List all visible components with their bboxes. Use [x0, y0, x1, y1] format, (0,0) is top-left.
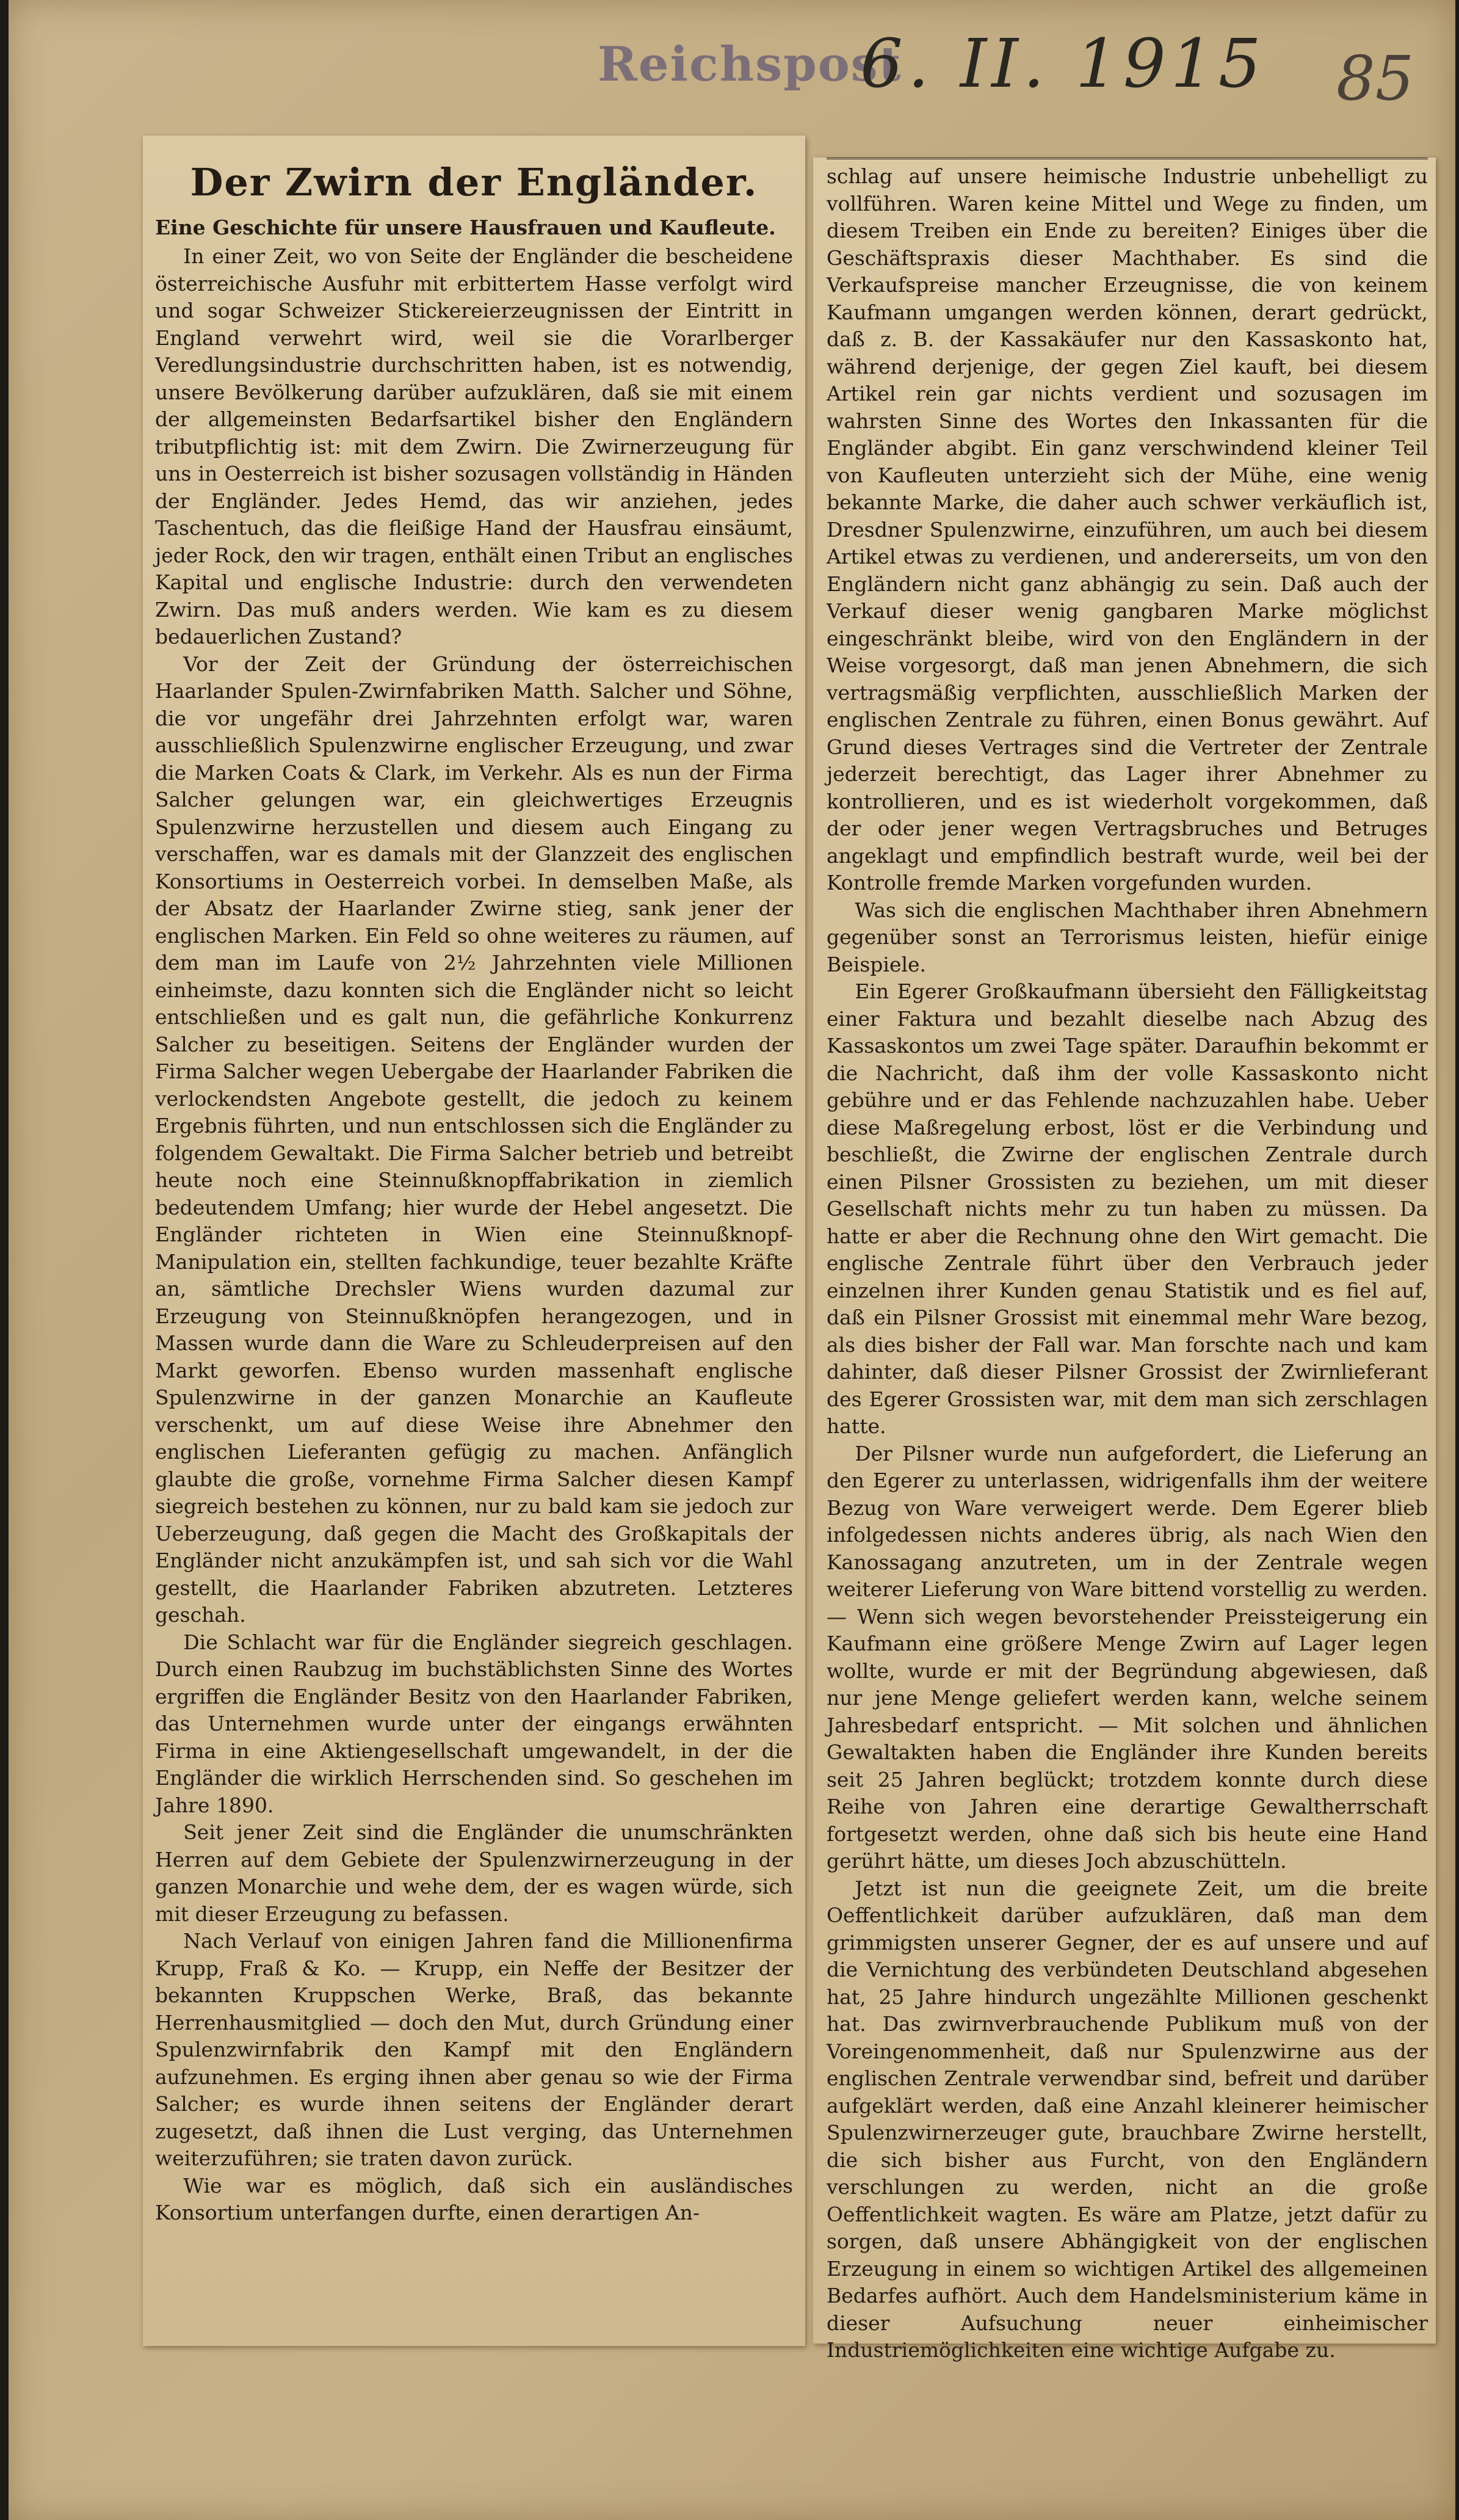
paragraph: Die Schlacht war für die Engländer siegreich geschlagen. Durch einen Raubzug im buchstäblichsten Sinne des Wortes ergriffen die Engländer Besitz von den Haarlander Fabriken, das Unternehmen wurde unter der eingangs erwähnten Firma in eine Aktiengesellschaft umgewandelt, in der die Engländer die wirklich Herrschenden sind. So geschehen im Jahre 1890. [155, 1630, 793, 1817]
paragraph: Wie war es möglich, daß sich ein ausländisches Konsortium unterfangen durfte, einen derartigen An- [155, 2173, 793, 2224]
clipping-right [813, 158, 1436, 2362]
column-rule [827, 158, 1428, 159]
archive-card [9, 0, 1455, 2520]
paragraph: Seit jener Zeit sind die Engländer die unumschränkten Herren auf dem Gebiete der Spulenzwirnerzeugung in der ganzen Monarchie und wehe dem, der es wagen würde, sich mit dieser Erzeugung zu befassen. [155, 1820, 793, 1926]
article-subtitle: Eine Geschichte für unsere Hausfrauen und Kaufleute. [155, 216, 776, 239]
paragraph: Der Pilsner wurde nun aufgefordert, die Lieferung an den Egerer zu unterlassen, widrigenfalls ihm der weitere Bezug von Ware verweigert werde. Dem Egerer blieb infolgedessen nichts anderes übrig, als nach Wien den Kanossagang anzutreten, um in der Zentrale wegen weiterer Lieferung von Ware bittend vorstellig zu werden. — Wenn sich wegen bevorstehender Preissteigerung ein Kaufmann eine größere Menge Zwirn auf Lager legen wollte, wurde er mit der Begründung abgewiesen, daß nur jene Menge geliefert werden kann, welche seinem Jahresbedarf entspricht. — Mit solchen und ähnlichen Gewaltakten haben die Engländer ihre Kunden bereits seit 25 Jahren beglückt; trotzdem konnte durch diese Reihe von Jahren eine derartige Gewaltherrschaft fortgesetzt werden, ohne daß sich bis heute eine Hand gerührt hätte, um dieses Joch abzuschütteln. [827, 1441, 1428, 1873]
column-left [155, 148, 793, 2334]
paragraph: In einer Zeit, wo von Seite der Engländer die bescheidene österreichische Ausfuhr mit erbittertem Hasse verfolgt wird und sogar Schweizer Stickereierzeugnissen der Eintritt in England verwehrt wird, weil sie die Vorarlberger Veredlungsindustrie durchschritten haben, ist es notwendig, unsere Bevölkerung darüber aufzuklären, daß sie mit einem der allgemeinsten Bedarfsartikel bisher den Engländern tributpflichtig ist: mit dem Zwirn. Die Zwirnerzeugung für uns in Oesterreich ist bisher sozusagen vollständig in Händen der Engländer. Jedes Hemd, das wir anziehen, jedes Taschentuch, das die fleißige Hand der Hausfrau einsäumt, jeder Rock, den wir tragen, enthält einen Tribut an englisches Kapital und englische Industrie: durch den verwendeten Zwirn. Das muß anders werden. Wie kam es zu diesem bedauerlichen Zustand? [155, 244, 793, 648]
handwritten-date: 6. II. 1915 [860, 24, 1266, 103]
paragraph: Ein Egerer Großkaufmann übersieht den Fälligkeitstag einer Faktura und bezahlt dieselbe nach Abzug des Kassaskontos um zwei Tage später. Daraufhin bekommt er die Nachricht, daß ihm der volle Kassaskonto nicht gebühre und er das Fehlende nachzuzahlen habe. Ueber diese Maßregelung erbost, löst er die Verbindung und beschließt, die Zwirne der englischen Zentrale durch einen Pilsner Grossisten zu beziehen, um mit dieser Gesellschaft nichts mehr zu tun haben zu müssen. Da hatte er aber die Rechnung ohne den Wirt gemacht. Die englische Zentrale führt über den Verbrauch jeder einzelnen ihrer Kunden genau Statistik und es fiel auf, daß ein Pilsner Grossist mit einemmal mehr Ware bezog, als dies bisher der Fall war. Man forschte nach und kam dahinter, daß dieser Pilsner Grossist der Zwirnlieferant des Egerer Grossisten war, mit dem man sich zerschlagen hatte. [827, 979, 1428, 1438]
paragraph: Was sich die englischen Machthaber ihren Abnehmern gegenüber sonst an Terrorismus leisten, hiefür einige Beispiele. [827, 898, 1428, 976]
paragraph: Vor der Zeit der Gründung der österreichischen Haarlander Spulen-Zwirnfabriken Matth. Salcher und Söhne, die vor ungefähr drei Jahrzehnten erfolgt war, waren ausschließlich Spulenzwirne englischer Erzeugung, und zwar die Marken Coats & Clark, im Verkehr. Als es nun der Firma Salcher gelungen war, ein gleichwertiges Erzeugnis Spulenzwirne herzustellen und diesem auch Eingang zu verschaffen, war es damals mit der Glanzzeit des englischen Konsortiums in Oesterreich vorbei. In demselben Maße, als der Absatz der Haarlander Zwirne stieg, sank jener der englischen Marken. Ein Feld so ohne weiteres zu räumen, auf dem man im Laufe von 2½ Jahrzehnten viele Millionen einheimste, dazu konnten sich die Engländer nicht so leicht entschließen und es galt nun, die gefährliche Konkurrenz Salcher zu beseitigen. Seitens der Engländer wurden der Firma Salcher wegen Uebergabe der Haarlander Fabriken die verlockendsten Angebote gestellt, die jedoch zu keinem Ergebnis führten, und nun entschlossen sich die Engländer zu folgendem Gewaltakt. Die Firma Salcher betrieb und betreibt heute noch eine Steinnußknopffabrikation in ziemlich bedeutendem Umfang; hier wurde der Hebel angesetzt. Die Engländer richteten in Wien eine Steinnußknopf-Manipulation ein, stellten fachkundige, teuer bezahlte Kräfte an, sämtliche Drechsler Wiens wurden dazumal zur Erzeugung von Steinnußknöpfen herangezogen, und in Massen wurde dann die Ware zu Schleuderpreisen auf den Markt geworfen. Ebenso wurden massenhaft englische Spulenzwirne in der ganzen Monarchie an Kaufleute verschenkt, um auf diese Weise ihre Abnehmer den englischen Lieferanten gefügig zu machen. Anfänglich glaubte die große, vornehme Firma Salcher diesen Kampf siegreich bestehen zu können, nur zu bald kam sie jedoch zur Ueberzeugung, daß gegen die Macht des Großkapitals der Engländer nicht anzukämpfen ist, und sah sich vor die Wahl gestellt, die Haarlander Fabriken abzutreten. Letzteres geschah. [155, 652, 793, 1627]
clipping-left [143, 136, 805, 2346]
paragraph: Jetzt ist nun die geeignete Zeit, um die breite Oeffentlichkeit darüber aufzuklären, daß man dem grimmigsten unserer Gegner, der es auf unsere und auf die Vernichtung des verbündeten Deutschland abgesehen hat, 25 Jahre hindurch ungezählte Millionen geschenkt hat. Das zwirnverbrauchende Publikum muß von der Voreingenommenheit, daß nur Spulenzwirne aus der englischen Zentrale verwendbar sind, befreit und darüber aufgeklärt werden, daß eine Anzahl kleinerer heimischer Spulenzwirnerzeuger gute, brauchbare Zwirne herstellt, die sich bisher aus Furcht, von den Engländern verschlungen zu werden, nicht an die große Oeffentlichkeit wagten. Es wäre am Platze, jetzt dafür zu sorgen, daß unsere Abhängigkeit von der englischen Erzeugung in einem so wichtigen Artikel des allgemeinen Bedarfes aufhört. Auch dem Handelsministerium käme in dieser Aufsuchung neuer einheimischer Industriemöglichkeiten eine wichtige Aufgabe zu. [827, 1876, 1428, 2362]
paragraph: schlag auf unsere heimische Industrie unbehelligt zu vollführen. Waren keine Mittel und Wege zu finden, um diesem Treiben ein Ende zu bereiten? Einiges über die Geschäftspraxis dieser Machthaber. Es sind die Verkaufspreise mancher Erzeugnisse, die von keinem Kaufmann umgangen werden können, derart gedrückt, daß z. B. der Kassakäufer nur den Kassaskonto hat, während derjenige, der gegen Ziel kauft, bei diesem Artikel rein gar nichts verdient und sozusagen im wahrsten Sinne des Wortes den Inkassanten für die Engländer abgibt. Ein ganz verschwindend kleiner Teil von Kaufleuten unterzieht sich der Mühe, eine wenig bekannte Marke, die daher auch schwer verkäuflich ist, Dresdner Spulenzwirne, einzuführen, um auch bei diesem Artikel etwas zu verdienen, und andererseits, um von den Engländern nicht ganz abhängig zu sein. Daß auch der Verkauf dieser wenig gangbaren Marke möglichst eingeschränkt bleibe, wird von den Engländern in der Weise vorgesorgt, daß man jenen Abnehmern, die sich vertragsmäßig verpflichten, ausschließlich Marken der englischen Zentrale zu führen, einen Bonus gewährt. Auf Grund dieses Vertrages sind die Vertreter der Zentrale jederzeit berechtigt, das Lager ihrer Abnehmer zu kontrollieren, und es ist wiederholt vorgekommen, daß der oder jener wegen Vertragsbruches und Betruges angeklagt und empfindlich bestraft wurde, weil bei der Kontrolle fremde Marken vorgefunden wurden. [827, 164, 1428, 895]
handwritten-page-number: 85 [1336, 43, 1414, 114]
column-right [827, 158, 1428, 2362]
paragraph: Nach Verlauf von einigen Jahren fand die Millionenfirma Krupp, Fraß & Ko. — Krupp, ein Neffe der Besitzer der bekannten Kruppschen Werke, Braß, das bekannte Herrenhausmitglied — doch den Mut, durch Gründung einer Spulenzwirnfabrik den Kampf mit den Engländern aufzunehmen. Es erging ihnen aber genau so wie der Firma Salcher; es wurde ihnen seitens der Engländer derart zugesetzt, daß ihnen die Lust verging, das Unternehmen weiterzuführen; sie traten davon zurück. [155, 1929, 793, 2170]
newspaper-stamp: Reichspost [598, 37, 902, 92]
article-title: Der Zwirn der Engländer. [190, 160, 758, 205]
